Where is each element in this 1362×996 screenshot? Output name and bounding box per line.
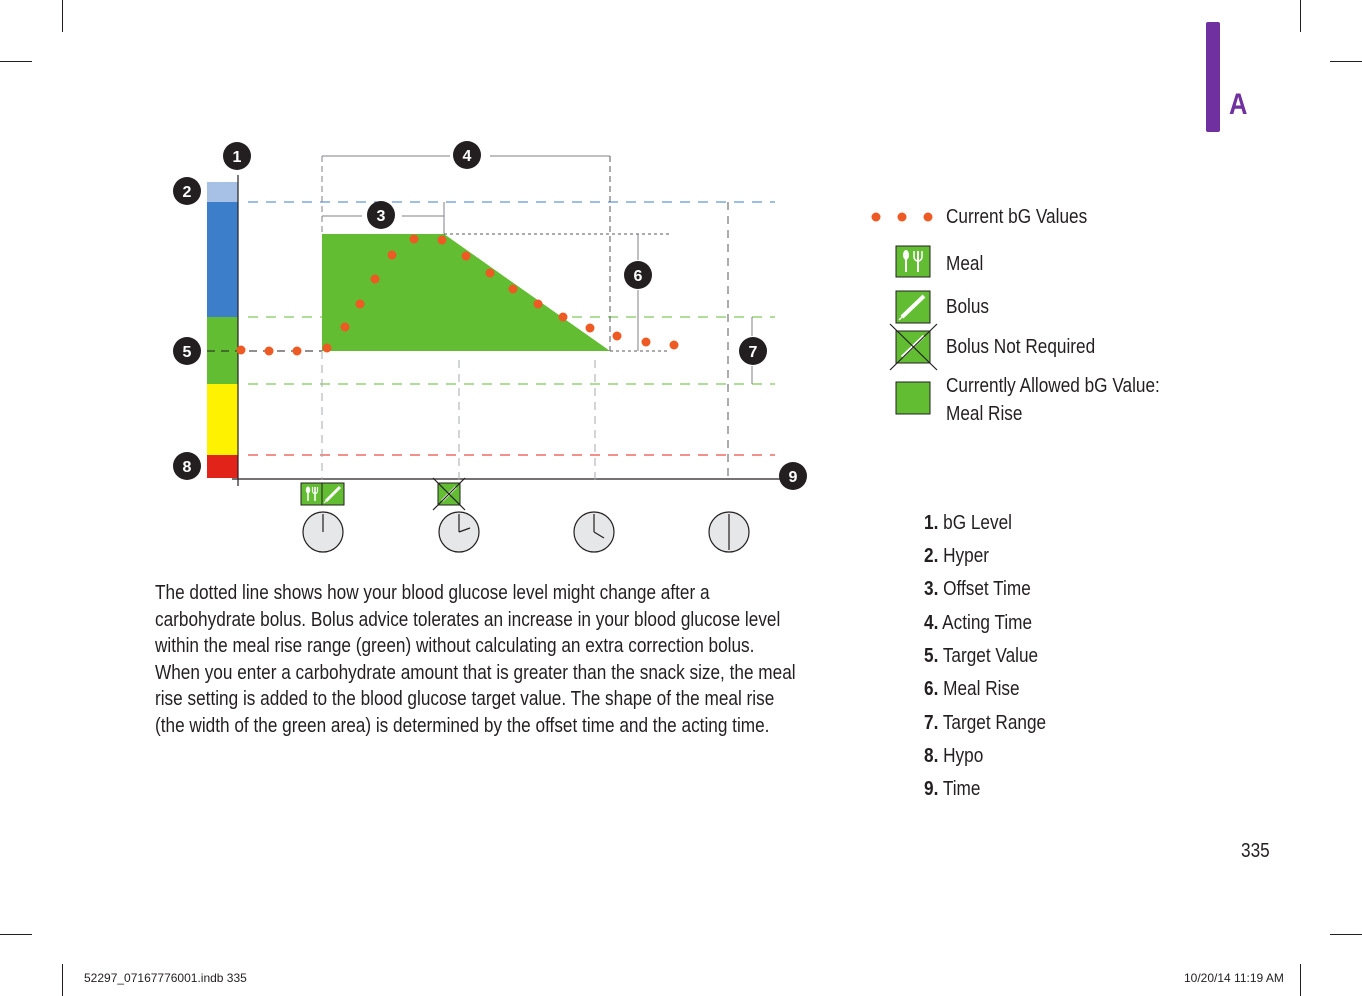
svg-text:5: 5 <box>182 344 192 361</box>
clock-icon <box>709 512 749 552</box>
section-tab-letter: A <box>1229 88 1248 121</box>
legend-meal-icon <box>896 246 930 277</box>
page-number: 335 <box>1241 840 1270 862</box>
bg-dot <box>559 313 568 322</box>
svg-text:9: 9 <box>788 469 798 486</box>
list-item: 1. bG Level <box>924 512 1012 534</box>
badge-1 <box>223 142 251 170</box>
bg-dot <box>462 252 471 261</box>
bg-dot <box>486 269 495 278</box>
bg-dot <box>371 275 380 284</box>
bg-dot <box>265 347 274 356</box>
list-item: 4. Acting Time <box>924 612 1033 634</box>
bg-dot <box>410 235 419 244</box>
list-item: 6. Meal Rise <box>924 678 1020 700</box>
body-line: When you enter a carbohydrate amount that is greater than the snack size, the meal <box>155 661 796 684</box>
svg-text:3: 3 <box>376 208 386 225</box>
list-item: 5. Target Value <box>924 645 1039 667</box>
footer-file: 52297_07167776001.indb 335 <box>84 971 247 985</box>
badge-7 <box>739 337 767 365</box>
meal-icon <box>301 483 322 505</box>
clock-icon <box>303 512 343 552</box>
bg-dot <box>670 341 679 350</box>
body-line: (the width of the green area) is determined by the offset time and the acting time. <box>155 714 770 737</box>
badge-4 <box>453 141 481 169</box>
bg-dot <box>586 324 595 333</box>
badge-6 <box>624 261 652 289</box>
svg-text:7: 7 <box>748 344 758 361</box>
bg-dot <box>509 285 518 294</box>
legend-allowed-label-line2: Meal Rise <box>946 403 1023 425</box>
badge-5 <box>173 337 201 365</box>
bg-dot <box>613 332 622 341</box>
list-item: 3. Offset Time <box>924 578 1031 600</box>
legend-bolus-icon <box>896 291 930 323</box>
bg-dot <box>356 300 365 309</box>
body-line: within the meal rise range (green) without calculating an extra correction bolus. <box>155 635 755 658</box>
list-item: 8. Hypo <box>924 745 984 767</box>
legend-meal-rise-swatch <box>896 382 930 414</box>
list-item: 7. Target Range <box>924 712 1047 734</box>
svg-text:6: 6 <box>633 268 643 285</box>
legend-meal-label: Meal <box>946 253 984 275</box>
bg-dot <box>642 338 651 347</box>
body-paragraph <box>155 580 843 740</box>
badge-9 <box>779 462 807 490</box>
svg-text:2: 2 <box>182 184 192 201</box>
scale-hyper <box>207 202 238 317</box>
badge-2 <box>173 177 201 205</box>
bg-dot <box>438 236 447 245</box>
scale-hyper-light <box>207 182 238 202</box>
badge-8 <box>173 452 201 480</box>
bolus-not-required-icon <box>433 478 465 510</box>
svg-text:4: 4 <box>462 148 472 165</box>
body-line: The dotted line shows how your blood glucose level might change after a <box>155 582 710 604</box>
svg-text:1: 1 <box>232 149 242 166</box>
footer-timestamp: 10/20/14 11:19 AM <box>1184 971 1284 985</box>
clock-icon <box>574 512 614 552</box>
legend-bg-dots-icon <box>872 213 933 222</box>
bg-dot <box>237 346 246 355</box>
bg-dot <box>293 347 302 356</box>
body-line: carbohydrate bolus. Bolus advice tolerates an increase in your blood glucose level <box>155 608 781 631</box>
scale-warning <box>207 384 238 455</box>
bg-dot <box>323 344 332 353</box>
legend-bolus-not-required-icon <box>890 324 937 370</box>
list-item: 2. Hyper <box>924 545 990 567</box>
svg-text:8: 8 <box>182 459 192 476</box>
clock-icon <box>439 512 479 552</box>
body-line: rise setting is added to the blood glucose target value. The shape of the meal rise <box>155 688 775 711</box>
bg-dot <box>534 300 543 309</box>
badge-3 <box>367 201 395 229</box>
bg-dot <box>341 323 350 332</box>
legend-allowed-label-line1: Currently Allowed bG Value: <box>946 375 1160 397</box>
legend-current-bg-label: Current bG Values <box>946 206 1088 228</box>
scale-hypo <box>207 455 238 478</box>
legend-bolus-label: Bolus <box>946 296 990 318</box>
bolus-icon <box>322 483 344 505</box>
list-item: 9. Time <box>924 778 981 800</box>
legend-bolus-not-required-label: Bolus Not Required <box>946 336 1096 358</box>
bg-dot <box>388 251 397 260</box>
